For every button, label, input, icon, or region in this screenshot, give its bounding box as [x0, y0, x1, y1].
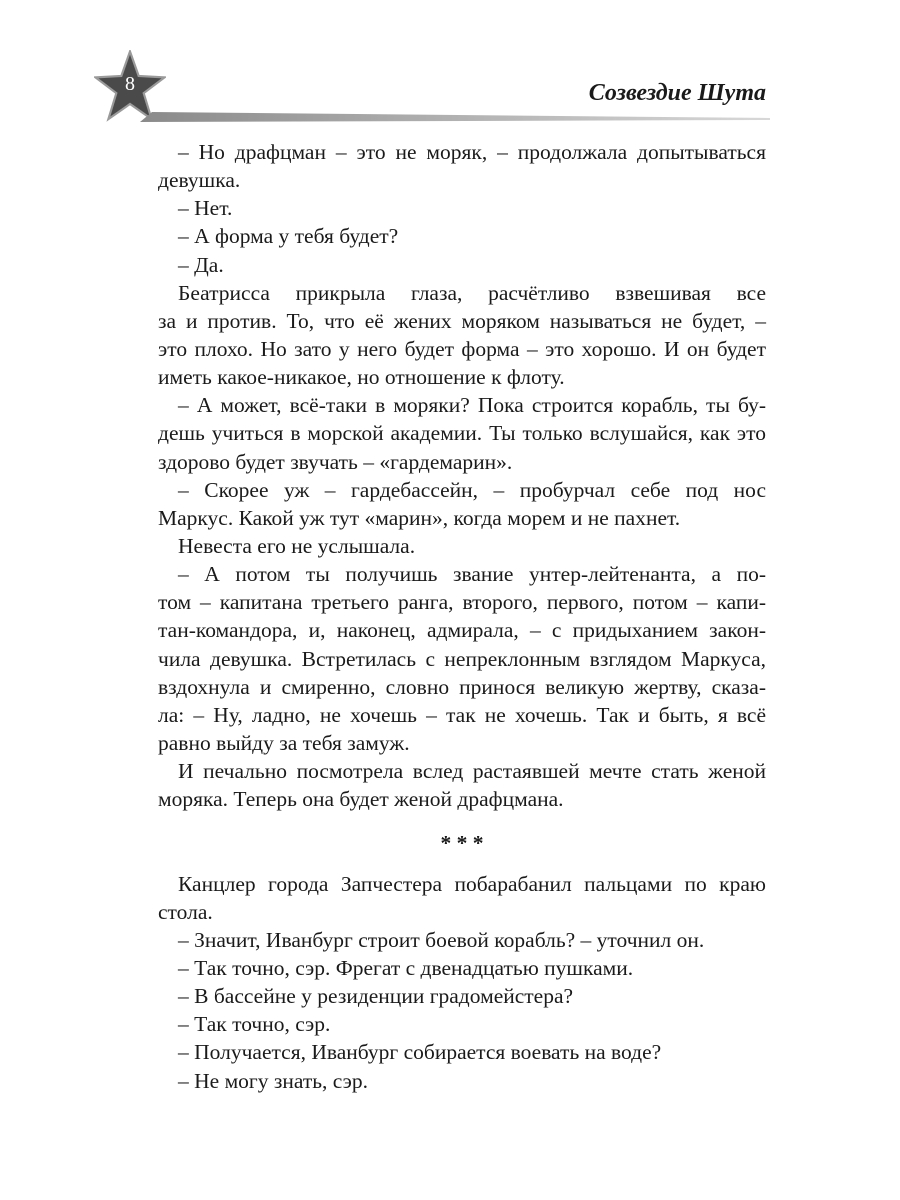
paragraph [158, 476, 766, 532]
paragraph [158, 279, 766, 392]
text-line: Беатрисса прикрыла глаза, расчётливо взвешивая все [178, 280, 766, 305]
text-line: – В бассейне у резиденции градомейстера? [178, 984, 574, 1009]
text-line: это плохо. Но зато у него будет форма – это хорошо. И он будет [158, 336, 766, 361]
text-line: – Нет. [178, 196, 233, 221]
text-line: – Скорее уж – гардебассейн, – пробурчал себе под нос [178, 477, 766, 502]
text-line: дешь учиться в морской академии. Ты только вслушайся, как это [158, 421, 766, 446]
text-line: – Получается, Иванбург собирается воевать на воде? [178, 1040, 662, 1065]
text-line: – Не могу знать, сэр. [178, 1068, 368, 1093]
text-line: – Но драфцман – это не моряк, – продолжала допытываться [178, 140, 766, 164]
paragraph [158, 138, 766, 194]
text-line: вздохнула и смиренно, словно принося великую жертву, сказа- [158, 674, 766, 699]
body-text [158, 138, 766, 1095]
text-line: – Да. [178, 252, 224, 277]
text-line: иметь какое-никакое, но отношение к флоту. [158, 365, 565, 390]
text-line: Невеста его не услышала. [178, 533, 416, 558]
paragraph [158, 194, 766, 222]
text-line: – А потом ты получишь звание унтер-лейтенанта, а по- [178, 562, 766, 587]
text-line: – А может, всё-таки в моряки? Пока строится корабль, ты бу- [178, 393, 766, 418]
text-line: равно выйду за тебя замуж. [158, 730, 410, 755]
text-line: Канцлер города Запчестера побарабанил пальцами по краю [178, 871, 766, 896]
text-line: – Так точно, сэр. [178, 1012, 331, 1037]
page-number: 8 [125, 73, 135, 95]
text-line: ла: – Ну, ладно, не хочешь – так не хочешь. Так и быть, я всё [158, 702, 766, 727]
paragraph [158, 926, 766, 954]
paragraph [158, 1067, 766, 1095]
paragraph [158, 532, 766, 560]
paragraph [158, 1038, 766, 1066]
text-line: стола. [158, 899, 213, 924]
paragraph [158, 954, 766, 982]
text-line: И печально посмотрела вслед растаявшей мечте стать женой [178, 759, 766, 784]
paragraph [158, 251, 766, 279]
text-line: Маркус. Какой уж тут «марин», когда морем и не пахнет. [158, 505, 681, 530]
text-line: – Значит, Иванбург строит боевой корабль? – уточнил он. [178, 927, 705, 952]
text-line: за и против. То, что её жених моряком называться не будет, – [158, 308, 766, 333]
header-rule [140, 112, 770, 122]
paragraph [158, 982, 766, 1010]
running-title: Созвездие Шута [588, 80, 766, 106]
text-line: моряка. Теперь она будет женой драфцмана. [158, 787, 564, 812]
text-line: – А форма у тебя будет? [178, 224, 399, 249]
paragraph [158, 560, 766, 757]
text-line: чила девушка. Встретилась с непреклонным взглядом Маркуса, [158, 646, 766, 671]
paragraph [158, 222, 766, 250]
text-line: – Так точно, сэр. Фрегат с двенадцатью пушками. [178, 955, 634, 980]
paragraph [158, 391, 766, 475]
section-separator: * * * [440, 831, 484, 856]
text-line: том – капитана третьего ранга, второго, первого, потом – капи- [158, 590, 766, 615]
text-line: тан-командора, и, наконец, адмирала, – с придыханием закон- [158, 618, 766, 643]
text-line: здорово будет звучать – «гардемарин». [158, 449, 513, 474]
paragraph [158, 757, 766, 813]
paragraph [158, 870, 766, 926]
paragraph [158, 1010, 766, 1038]
text-line: девушка. [158, 168, 241, 193]
